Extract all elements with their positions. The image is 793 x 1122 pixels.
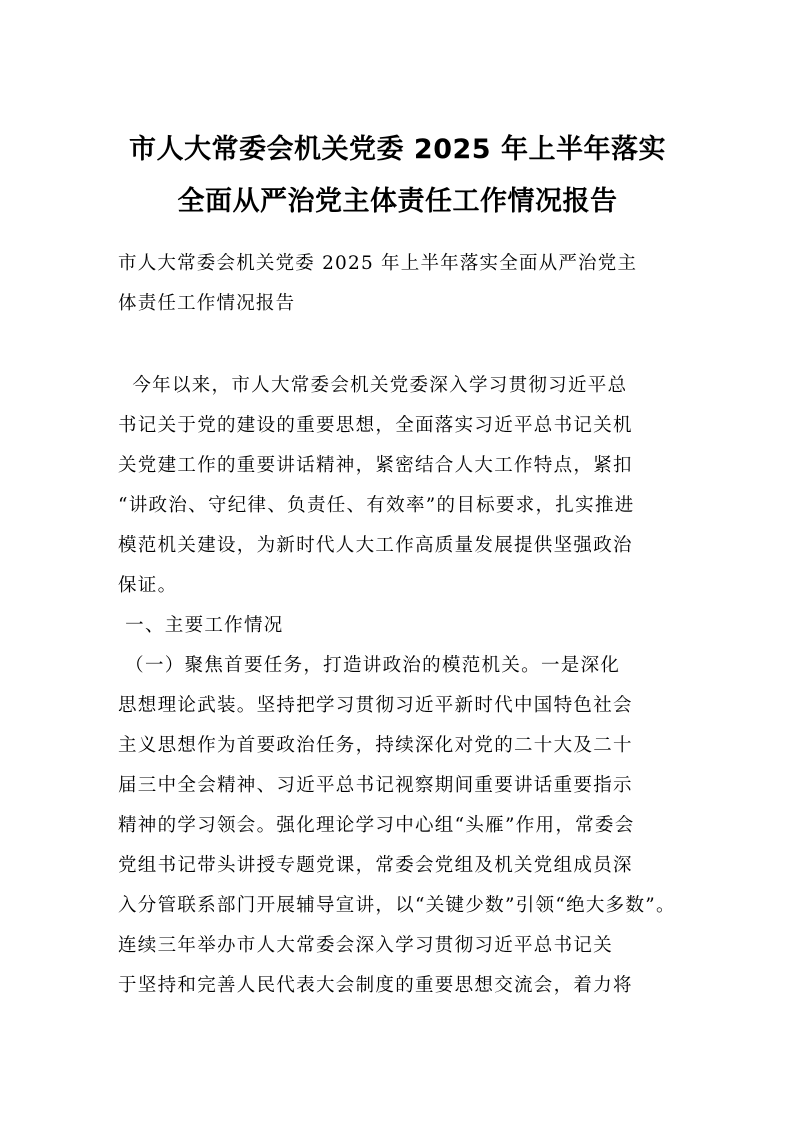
document-title — [118, 124, 677, 228]
text-line: 精神的学习领会。强化理论学习中心组“头雁”作用，常委会 — [118, 815, 635, 836]
text-line: 入分管联系部门开展辅导宣讲，以“关键少数”引领“绝大多数”。 — [118, 895, 676, 916]
text-line: 思想理论武装。坚持把学习贯彻习近平新时代中国特色社会 — [118, 695, 633, 716]
paragraph-intro — [118, 366, 677, 606]
text-line: 于坚持和完善人民代表大会制度的重要思想交流会，着力将 — [118, 975, 633, 996]
text-line: 党组书记带头讲授专题党课，常委会党组及机关党组成员深 — [118, 855, 633, 876]
section-heading — [118, 606, 677, 646]
text-line: 书记关于党的建设的重要思想，全面落实习近平总书记关机 — [118, 415, 633, 436]
text-line: 关党建工作的重要讲话精神，紧密结合人大工作特点，紧扣 — [118, 455, 633, 476]
text-line: 连续三年举办市人大常委会深入学习贯彻习近平总书记关 — [118, 935, 614, 956]
document-body — [118, 366, 677, 1006]
text-line: 保证。 — [118, 575, 178, 596]
text-line: 模范机关建设，为新时代人大工作高质量发展提供坚强政治 — [118, 535, 633, 556]
document-subtitle — [118, 244, 677, 324]
heading-line: 一、主要工作情况 — [118, 615, 284, 636]
title-line-2: 全面从严治党主体责任工作情况报告 — [177, 186, 618, 217]
subtitle-line-2: 体责任工作情况报告 — [118, 293, 296, 314]
text-line: “讲政治、守纪律、负责任、有效率”的目标要求，扎实推进 — [118, 495, 635, 516]
text-line: （一）聚焦首要任务，打造讲政治的模范机关。一是深化 — [118, 655, 621, 676]
title-line-1: 市人大常委会机关党委 2025 年上半年落实 — [129, 134, 666, 165]
text-line: 届三中全会精神、习近平总书记视察期间重要讲话重要指示 — [118, 775, 633, 796]
paragraph-section-1 — [118, 646, 677, 1006]
text-line: 主义思想作为首要政治任务，持续深化对党的二十大及二十 — [118, 735, 633, 756]
subtitle-line-1: 市人大常委会机关党委 2025 年上半年落实全面从严治党主 — [118, 253, 638, 274]
text-line: 今年以来，市人大常委会机关党委深入学习贯彻习近平总 — [118, 375, 628, 396]
